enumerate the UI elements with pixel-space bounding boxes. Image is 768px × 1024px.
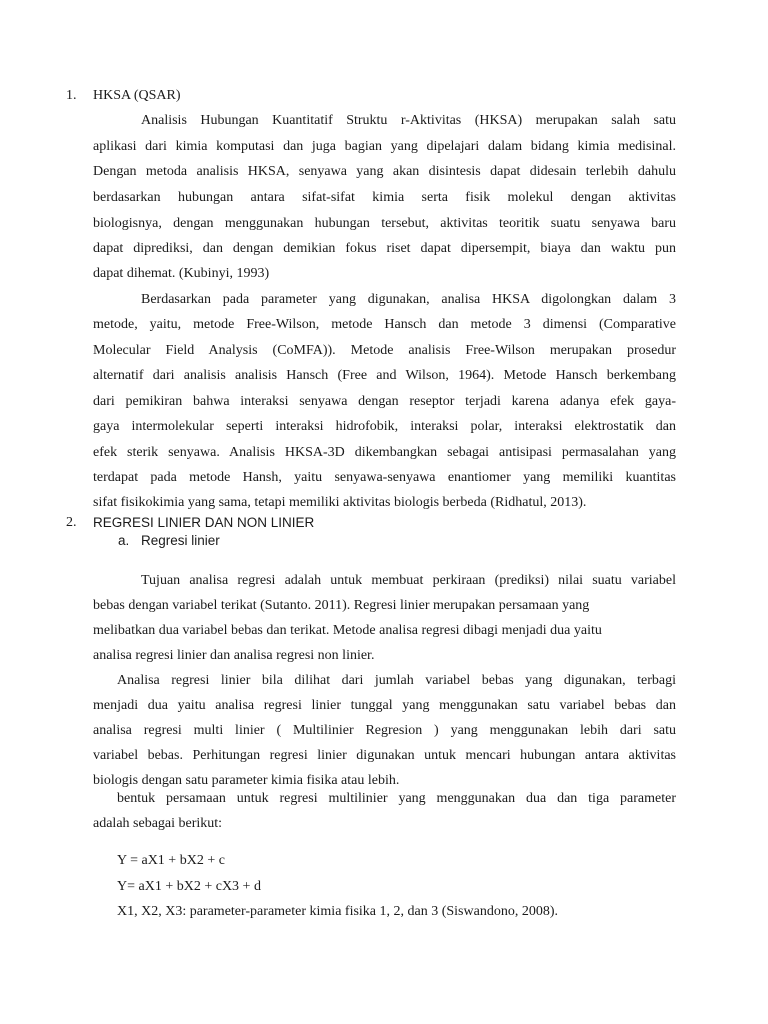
paragraph-line: dapat diprediksi, dan dengan demikian fokus riset dapat dipersempit, biaya dan waktu pun [93,241,676,256]
paragraph-line: sifat fisikokimia yang sama, tetapi memiliki aktivitas biologis berbeda (Ridhatul, 2013). [93,495,587,510]
paragraph-line: melibatkan dua variabel bebas dan terikat. Metode analisa regresi dibagi menjadi dua yaitu [93,623,602,638]
paragraph-line: Analisa regresi linier bila dilihat dari jumlah variabel bebas yang digunakan, terbagi [117,673,676,688]
section-1-number: 1. [66,88,77,103]
paragraph-line: Molecular Field Analysis (CoMFA)). Metode analisis Free-Wilson merupakan prosedur [93,343,676,358]
paragraph-line: alternatif dari analisis analisis Hansch (Free and Wilson, 1964). Metode Hansch berkembang [93,368,676,383]
paragraph-line: biologis dengan satu parameter kimia fisika atau lebih. [93,773,400,788]
paragraph-line: Analisis Hubungan Kuantitatif Struktu r-Aktivitas (HKSA) merupakan salah satu [141,113,676,128]
section-1-title: HKSA (QSAR) [93,88,181,103]
subsection-a-title: Regresi linier [141,533,220,548]
paragraph-line: dapat dihemat. (Kubinyi, 1993) [93,266,270,281]
equation-legend: X1, X2, X3: parameter-parameter kimia fisika 1, 2, dan 3 (Siswandono, 2008). [117,904,558,919]
equation-three-parameters: Y= aX1 + bX2 + cX3 + d [117,879,261,894]
section-2-title: REGRESI LINIER DAN NON LINIER [93,515,315,530]
paragraph-line: gaya intermolekular seperti interaksi hidrofobik, interaksi polar, interaksi elektrostatik dan [93,419,676,434]
section-2-number: 2. [66,515,77,530]
paragraph-line: bentuk persamaan untuk regresi multilinier yang menggunakan dua dan tiga parameter [117,791,676,806]
paragraph-line: Berdasarkan pada parameter yang digunakan, analisa HKSA digolongkan dalam 3 [141,292,676,307]
paragraph-line: analisa regresi linier dan analisa regresi non linier. [93,648,375,663]
equation-two-parameters: Y = aX1 + bX2 + c [117,853,225,868]
paragraph-line: Tujuan analisa regresi adalah untuk membuat perkiraan (prediksi) nilai suatu variabel [141,573,676,588]
paragraph-line: dari pemikiran bahwa interaksi senyawa dengan reseptor terjadi karena adanya efek gaya- [93,394,676,409]
paragraph-line: variabel bebas. Perhitungan regresi linier digunakan untuk mencari hubungan antara aktivitas [93,748,676,763]
paragraph-line: bebas dengan variabel terikat (Sutanto. 2011). Regresi linier merupakan persamaan yang [93,598,590,613]
paragraph-line: berdasarkan hubungan antara sifat-sifat kimia serta fisik molekul dengan aktivitas [93,190,676,205]
paragraph-line: biologisnya, dengan menggunakan hubungan tersebut, aktivitas teoritik suatu senyawa baru [93,216,676,231]
paragraph-line: terdapat pada metode Hansh, yaitu senyawa-senyawa enantiomer yang memiliki kuantitas [93,470,676,485]
paragraph-line: aplikasi dari kimia komputasi dan juga bagian yang dipelajari dalam bidang kimia medisinal. [93,139,676,154]
subsection-a-label: a. [118,533,130,548]
paragraph-line: Dengan metoda analisis HKSA, senyawa yang akan disintesis dapat didesain terlebih dahulu [93,164,676,179]
paragraph-line: analisa regresi multi linier ( Multilinier Regresion ) yang menggunakan lebih dari satu [93,723,676,738]
paragraph-line: efek sterik senyawa. Analisis HKSA-3D dikembangkan sebagai antisipasi permasalahan yang [93,445,676,460]
paragraph-line: adalah sebagai berikut: [93,816,223,831]
paragraph-line: menjadi dua yaitu analisa regresi linier tunggal yang menggunakan satu variabel bebas dan [93,698,676,713]
paragraph-line: metode, yaitu, metode Free-Wilson, metode Hansch dan metode 3 dimensi (Comparative [93,317,676,332]
